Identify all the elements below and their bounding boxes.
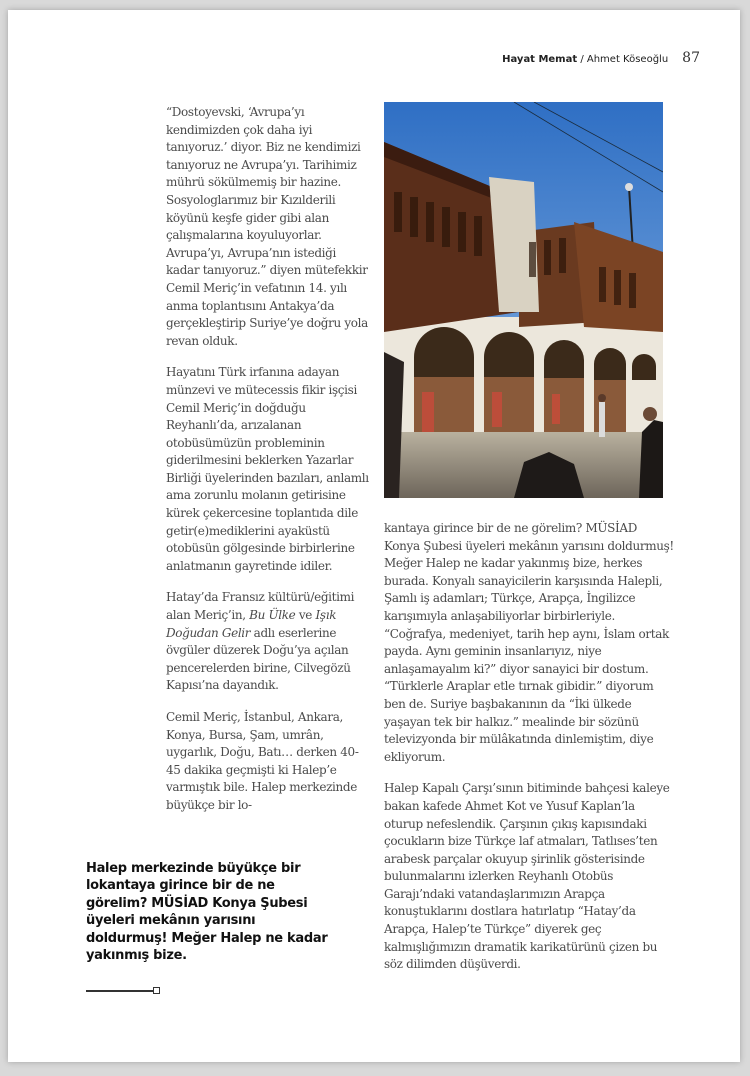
paragraph: kantaya girince bir de ne görelim? MÜSİAD Konya Şubesi üyeleri mekânın yarısını doldurmuş! Meğer Halep ne kadar yakınmış bize, herkes burada. Konyalı sanayicilerin karşısında Halepli, Şamlı iş adamları; Türkçe, Arapça, İngilizce karışımıyla anlaşabiliyorlar birbirleriyle. “Coğrafya, medeniyet, tarih hep aynı, İslam ortak payda. Aynı geminin insanlarıyız, niye anlaşamayalım ki?” diyor sanayici bir dostum. “Türklerle Araplar etle tırnak gibidir.” diyorum ben de. Suriye başbakanının da “İki ülkede yaşayan tek bir halkız.” mealinde bir sözünü televizyonda bir mülâkatında dinlemiştim, diye ekliyorum. (384, 521, 674, 764)
pull-quote-rule-end (153, 987, 160, 994)
text-run: ve (295, 608, 316, 623)
photo-illustration (384, 102, 663, 498)
paragraph: Cemil Meriç, İstanbul, Ankara, Konya, Bursa, Şam, umrân, uygarlık, Doğu, Batı… derken 40-45 dakika geçmişti ki Halep’e varmıştık bile. Halep merkezinde büyükçe bir lo- (166, 710, 359, 812)
text-run: adlı eserlerine övgüler düzerek Doğu’ya açılan pencerelerden birine, Cilvegözü Kapısı’na dayandık. (166, 625, 351, 693)
text-run: Hatay’da Fransız kültürü/eğitimi alan Meriç’in, (166, 590, 355, 623)
left-text-column (166, 104, 372, 829)
book-title: Bu Ülke (249, 608, 296, 623)
section-title: Hayat Memat (502, 54, 578, 65)
paragraph: “Dostoyevski, ‘Avrupa’yı kendimizden çok daha iyi tanıyoruz.’ diyor. Biz ne kendimizi tanıyoruz ne Avrupa’yı. Tarihimiz mührü sökülmemiş bir hazine. Sosyologlarımız bir Kızılderili köyünü keşfe gider gibi alan çalışmalarına koyuluyorlar. Avrupa’yı, Avrupa’nın istediği kadar tanıyoruz.” diyen mütefekkir Cemil Meriç’in vefatının 14. yılı anma toplantısını Antakya’da gerçekleştirip Suriye’ye doğru yola revan olduk. (166, 105, 368, 348)
running-header (502, 50, 700, 66)
header-separator: / (577, 54, 587, 65)
paragraph: Hayatını Türk irfanına adayan münzevi ve mütecessis fikir işçisi Cemil Meriç’in doğduğu Reyhanlı’da, arızalanan otobüsümüzün probleminin giderilmesini beklerken Yazarlar Birliği üyelerinden bazıları, anlamlı ama zorunlu molanın getirisine kürek çekercesine toplantıda dile getir(e)mediklerini ayaküstü otobüsün gölgesinde birbirlerine anlatmanın gayretinde idiler. (166, 365, 369, 573)
paragraph (166, 589, 372, 695)
section-and-author (502, 54, 668, 65)
right-text-column (384, 520, 674, 988)
pull-quote-rule (86, 990, 154, 992)
paragraph: Halep Kapalı Çarşı’sının bitiminde bahçesi kaleye bakan kafede Ahmet Kot ve Yusuf Kaplan’la oturup nefeslendik. Çarşının çıkış kapısındaki çocukların bize Türkçe laf atmaları, Tatlıses’ten arabesk parçalar okuyup şirinlik gösterisinde bulunmalarını izlerken Reyhanlı Otobüs Garajı’ndaki vatandaşlarımızın Arapça konuştuklarını dostlara hatırlatıp “Hatay’da Arapça, Halep’te Türkçe” diyerek geç kalmışlığımızın dramatik karikatürünü çizen bu söz dilimden düşüverdi. (384, 781, 670, 972)
page-number: 87 (682, 50, 700, 66)
author-name: Ahmet Köseoğlu (586, 54, 669, 65)
aleppo-street-photo (384, 102, 663, 498)
magazine-page (8, 10, 740, 1062)
book-title: Işık Doğudan Gelir (166, 608, 337, 640)
pull-quote: Halep merkezinde büyükçe bir lokantaya girince bir de ne görelim? MÜSİAD Konya Şubesi üyeleri mekânın yarısını doldurmuş! Meğer Halep ne kadar yakınmış bize. (86, 861, 328, 964)
